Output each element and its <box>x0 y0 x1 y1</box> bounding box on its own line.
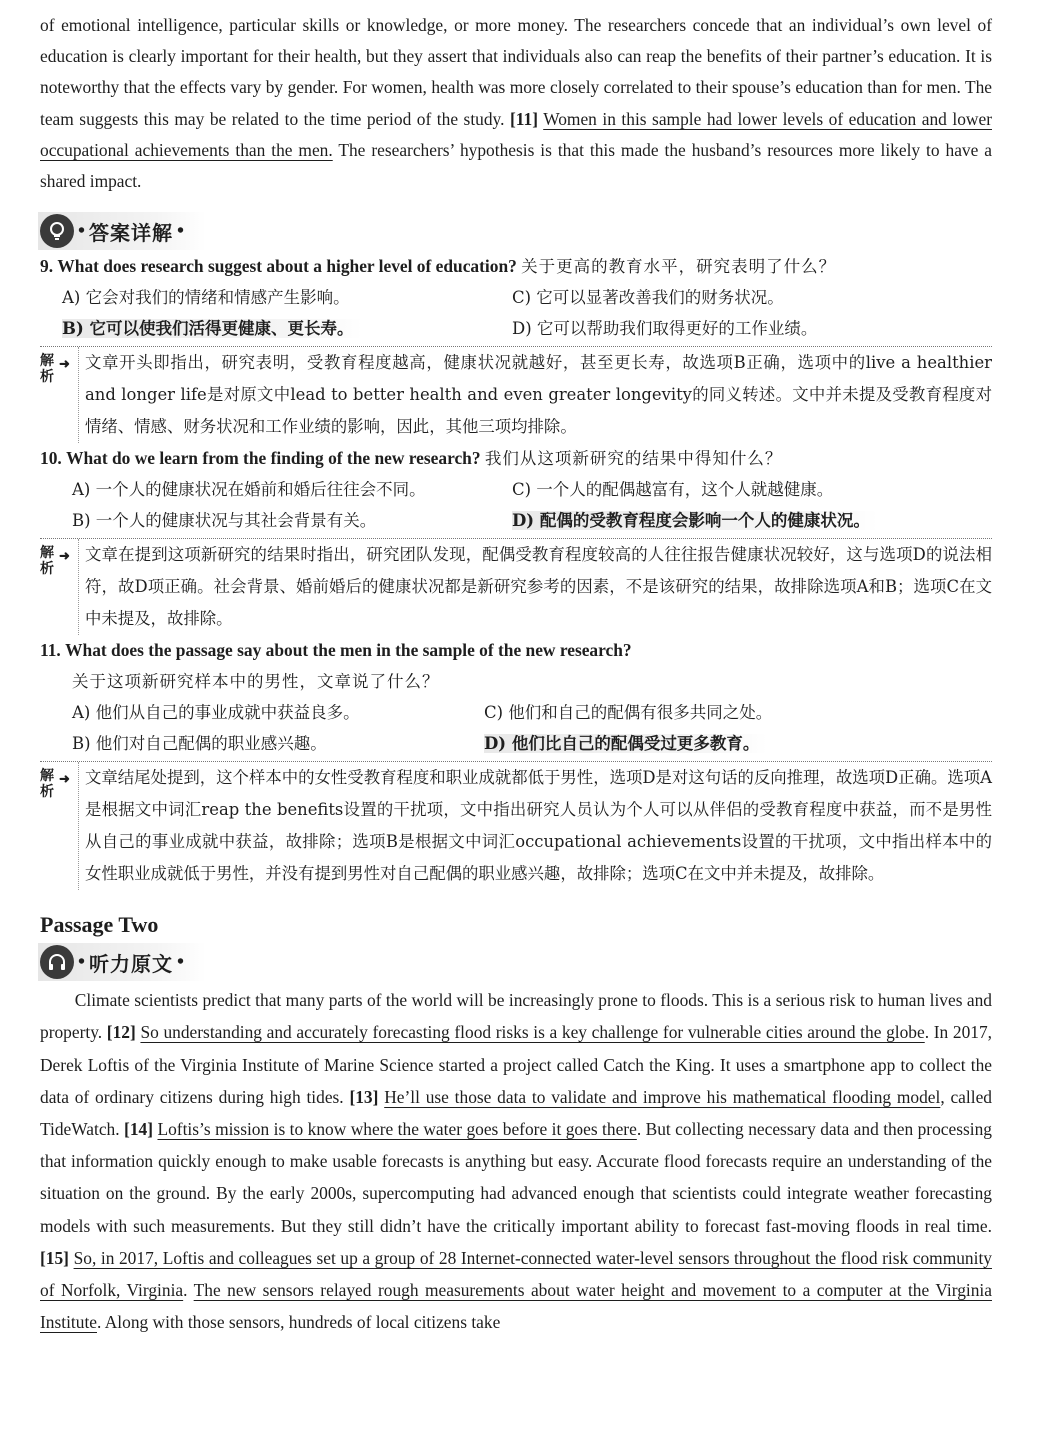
answer-explanation-header <box>38 211 992 251</box>
question-10-options <box>40 474 992 536</box>
question-marker-14: [14] <box>124 1119 154 1140</box>
header-dot: • <box>177 950 185 973</box>
question-9-options <box>40 282 992 344</box>
analysis-label: 解析 <box>40 353 54 386</box>
passage-text: of emotional intelligence, particular skills or knowledge, or more money. The researchers concede that an individual’s own level of education is clearly important for their health, but they assert that individuals also can reap the benefits of their partner’s education. It is noteworthy that the effects vary by gender. For women, health was more closely correlated to their spouse’s education than for men. The team suggests this may be related to the time period of the study. <box>40 15 992 129</box>
analysis-9 <box>40 346 992 443</box>
analysis-text: 文章在提到这项新研究的结果时指出，研究团队发现，配偶受教育程度较高的人往往报告健康状况较好，这与选项D的说法相符，故D项正确。社会背景、婚前婚后的健康状况都是新研究参考的因素，不是该研究的结果，故排除选项A和B；选项C在文中未提及，故排除。 <box>78 539 992 635</box>
analysis-label: 解析 <box>40 545 54 578</box>
analysis-11 <box>40 761 992 890</box>
header-dot: • <box>78 219 86 242</box>
passage-text: The researchers’ hypothesis is that this made the husband’s resources more likely to have a shared impact. <box>40 139 992 192</box>
question-marker-11: [11] <box>509 108 538 129</box>
question-marker-13: [13] <box>349 1086 379 1107</box>
option-c: C) 它可以显著改善我们的财务状况。 <box>512 288 784 308</box>
question-text-zh: 我们从这项新研究的结果中得知什么？ <box>484 449 783 469</box>
question-9 <box>40 251 992 282</box>
question-text-en: What do we learn from the finding of the new research? <box>66 448 481 469</box>
headphones-icon <box>40 945 74 979</box>
question-10 <box>40 443 992 474</box>
arrow-icon: ➜ <box>59 356 70 372</box>
option-c: C) 他们和自己的配偶有很多共同之处。 <box>484 703 773 723</box>
underlined-answer-11: Women in this sample had lower levels of education and lower occupational achievements than the men. <box>40 108 992 160</box>
question-11 <box>40 635 992 666</box>
page-content <box>40 10 992 1338</box>
question-number: 9. <box>40 256 54 277</box>
option-b: B) 一个人的健康状况与其社会背景有关。 <box>72 511 377 531</box>
arrow-icon: ➜ <box>59 548 70 564</box>
analysis-text: 文章开头即指出，研究表明，受教育程度越高，健康状况就越好，甚至更长寿，故选项B正确，选项中的live a healthier and longer life是对原文中lead to better health and even greater longevity的同义转述。文中并未提及受教育程度对情绪、情感、财务状况和工作业绩的影响，因此，其他三项均排除。 <box>78 347 992 443</box>
header-band <box>38 212 206 250</box>
analysis-label: 解析 <box>40 768 54 801</box>
option-a: A) 它会对我们的情绪和情感产生影响。 <box>62 288 350 308</box>
underlined-answer-14: Loftis’s mission is to know where the water goes before it goes there <box>157 1119 637 1140</box>
question-text-en: What does research suggest about a higher level of education? <box>57 256 517 277</box>
header-title: 听力原文 <box>89 951 174 976</box>
question-11-zh <box>40 666 992 697</box>
analysis-10 <box>40 538 992 635</box>
underlined-answer-13: He’ll use those data to validate and improve his mathematical flooding model <box>384 1086 941 1107</box>
passage-one-ending <box>40 10 992 197</box>
option-d: D) 它可以帮助我们取得更好的工作业绩。 <box>512 319 818 339</box>
question-text-zh: 关于这项新研究样本中的男性，文章说了什么？ <box>72 672 440 692</box>
analysis-text: 文章结尾处提到，这个样本中的女性受教育程度和职业成就都低于男性，选项D是对这句话的反向推理，故选项D正确。选项A是根据文中词汇reap the benefits设置的干扰项，文中指出研究人员认为个人可以从伴侣的受教育程度中获益，而不是男性从自己的事业成就中获益，故排除；选项B是根据文中词汇occupational achievements设置的干扰项，文中指出样本中的女性职业成就低于男性，并没有提到男性对自己配偶的职业感兴趣，故排除；选项C在文中并未提及，故排除。 <box>78 762 992 890</box>
question-text-zh: 关于更高的教育水平，研究表明了什么？ <box>521 257 837 277</box>
header-dot: • <box>177 219 185 242</box>
passage-two-text: Climate scientists predict that many parts of the world will be increasingly prone to floods. This is a serious risk to human lives and property. [12] So understanding and accurately forecasting flood risks is a key challenge for vulnerable cities around the globe. In 2017, Derek Loftis of the Virginia Institute of Marine Science started a project called Catch the King. It uses a smartphone app to collect the data of ordinary citizens during high tides. [13] He’ll use those data to validate and improve his mathematical flooding model, called TideWatch. [14] Loftis’s mission is to know where the water goes before it goes there. But collecting necessary data and then processing that information quickly enough to make usable forecasts is anything but easy. Accurate flood forecasts require an understanding of the situation on the ground. By the early 2000s, supercomputing had advanced enough that scientists could integrate weather forecasting models with such measurements. But they still didn’t have the critically important ability to forecast fast-moving floods in real time. [15] So, in 2017, Loftis and colleagues set up a group of 28 Internet-connected water-level sensors throughout the flood risk community of Norfolk, Virginia. The new sensors relayed rough measurements about water height and movement to a computer at the Virginia Institute. Along with those sensors, hundreds of local citizens take <box>40 990 993 1333</box>
question-number: 10. <box>40 448 62 469</box>
question-marker-12: [12] <box>106 1022 136 1043</box>
option-a: A) 他们从自己的事业成就中获益良多。 <box>72 703 360 723</box>
question-marker-15: [15] <box>40 1247 69 1268</box>
question-number: 11. <box>40 640 61 661</box>
lightbulb-icon <box>40 214 74 248</box>
passage-two-title: Passage Two <box>40 912 159 938</box>
arrow-icon: ➜ <box>59 771 70 787</box>
underlined-answer-12: So understanding and accurately forecasting flood risks is a key challenge for vulnerable cities around the globe <box>140 1022 925 1043</box>
option-d-correct: D) 他们比自己的配偶受过更多教育。 <box>484 728 992 759</box>
question-text-en: What does the passage say about the men in the sample of the new research? <box>65 640 632 661</box>
option-b: B) 他们对自己配偶的职业感兴趣。 <box>72 734 327 754</box>
underlined-answer-15a: So, in 2017, Loftis and colleagues set up a group of 28 Internet-connected water-level sensors throughout the flood risk community of Norfolk, Virginia <box>40 1247 992 1301</box>
question-11-options <box>40 697 992 759</box>
header-dot: • <box>78 950 86 973</box>
option-d-correct: D) 配偶的受教育程度会影响一个人的健康状况。 <box>512 505 992 536</box>
underlined-answer-15b: The new sensors relayed rough measurements about water height and movement to a computer at the Virginia Institute <box>40 1280 992 1333</box>
header-band <box>38 943 206 981</box>
header-title: 答案详解 <box>89 220 174 245</box>
option-a: A) 一个人的健康状况在婚前和婚后往往会不同。 <box>72 480 426 500</box>
option-b-correct: B) 它可以使我们活得更健康、更长寿。 <box>62 313 512 344</box>
option-c: C) 一个人的配偶越富有，这个人就越健康。 <box>512 480 834 500</box>
listening-script-header <box>38 942 992 982</box>
